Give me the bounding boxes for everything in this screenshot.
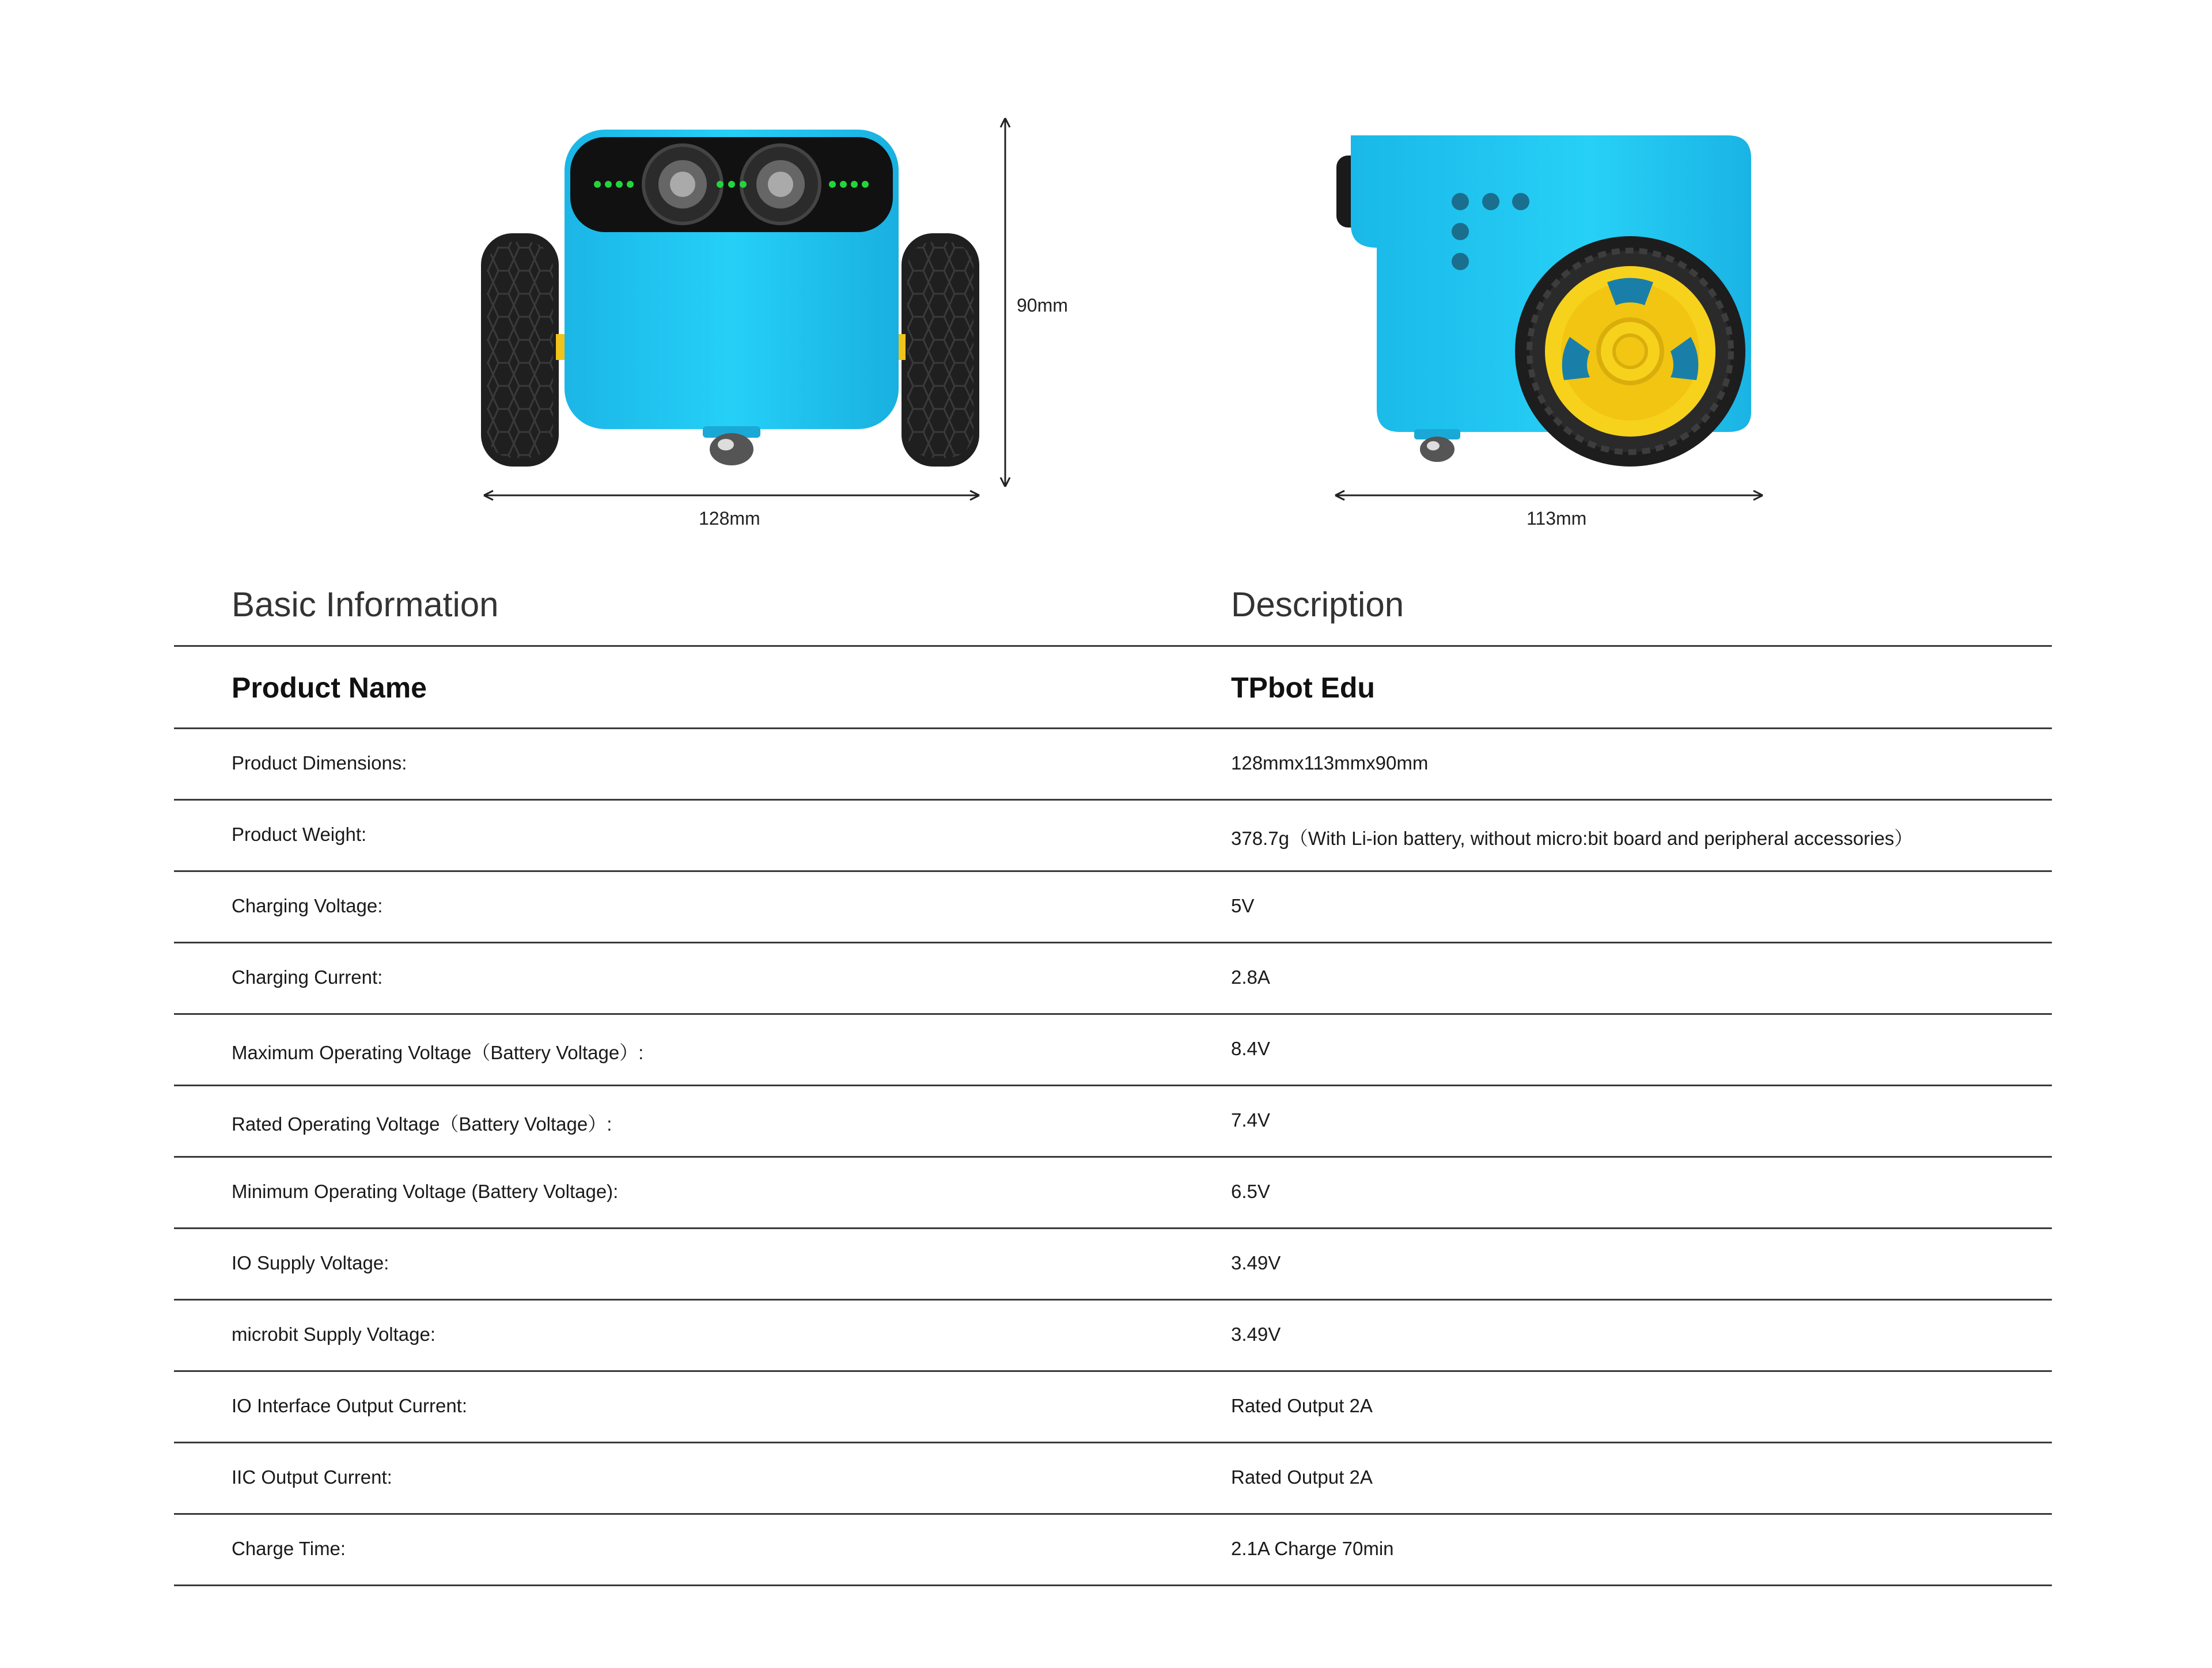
table-row xyxy=(174,1158,2052,1227)
table-row xyxy=(174,1086,2052,1156)
row-divider xyxy=(174,1584,2052,1586)
spec-value: 2.8A xyxy=(1231,966,1270,988)
spec-label: Charge Time: xyxy=(232,1538,346,1559)
spec-value: 3.49V xyxy=(1231,1252,1281,1273)
product-name-row xyxy=(174,647,2052,727)
spec-label: IO Supply Voltage: xyxy=(232,1252,389,1273)
spec-label: IO Interface Output Current: xyxy=(232,1395,468,1416)
spec-label: Product Dimensions: xyxy=(232,752,407,774)
table-row xyxy=(174,729,2052,799)
table-row xyxy=(174,1229,2052,1299)
spec-value: 6.5V xyxy=(1231,1181,1270,1202)
product-name-label: Product Name xyxy=(232,672,427,704)
robot-side-view-icon xyxy=(1325,109,1774,547)
spec-label: IIC Output Current: xyxy=(232,1466,392,1488)
spec-value: 7.4V xyxy=(1231,1109,1270,1131)
spec-label: Charging Current: xyxy=(232,966,383,988)
robot-front-view-icon xyxy=(472,109,1118,547)
spec-label: Rated Operating Voltage（Battery Voltage）: xyxy=(232,1113,612,1135)
table-row xyxy=(174,1015,2052,1085)
side-view-figure xyxy=(1325,109,1774,547)
spec-label: microbit Supply Voltage: xyxy=(232,1324,436,1345)
table-row xyxy=(174,1515,2052,1584)
spec-label: Charging Voltage: xyxy=(232,895,383,916)
basic-information-heading: Basic Information xyxy=(232,585,499,624)
spec-value: Rated Output 2A xyxy=(1231,1395,1373,1416)
table-row xyxy=(174,1443,2052,1513)
front-width-label: 128mm xyxy=(699,508,760,529)
spec-label: Maximum Operating Voltage（Battery Voltage）: xyxy=(232,1042,644,1063)
table-row xyxy=(174,1372,2052,1442)
table-header xyxy=(174,553,2052,645)
spec-label: Product Weight: xyxy=(232,824,367,845)
spec-value: 128mmx113mmx90mm xyxy=(1231,752,1429,774)
front-view-figure xyxy=(472,109,1118,547)
spec-value: Rated Output 2A xyxy=(1231,1466,1373,1488)
spec-value: 3.49V xyxy=(1231,1324,1281,1345)
spec-value: 5V xyxy=(1231,895,1255,916)
spec-label: Minimum Operating Voltage (Battery Voltage): xyxy=(232,1181,619,1202)
table-row xyxy=(174,872,2052,942)
front-height-label: 90mm xyxy=(1017,295,1068,316)
table-row xyxy=(174,1301,2052,1370)
spec-value: 378.7g（With Li-ion battery, without micro:bit board and peripheral accessories） xyxy=(1231,828,1914,849)
description-heading: Description xyxy=(1231,585,1404,624)
side-length-label: 113mm xyxy=(1527,508,1587,529)
spec-table xyxy=(174,553,2052,1586)
spec-value: 8.4V xyxy=(1231,1038,1270,1059)
table-row xyxy=(174,801,2052,870)
product-name-value: TPbot Edu xyxy=(1231,672,1375,704)
table-row xyxy=(174,943,2052,1013)
spec-value: 2.1A Charge 70min xyxy=(1231,1538,1394,1559)
